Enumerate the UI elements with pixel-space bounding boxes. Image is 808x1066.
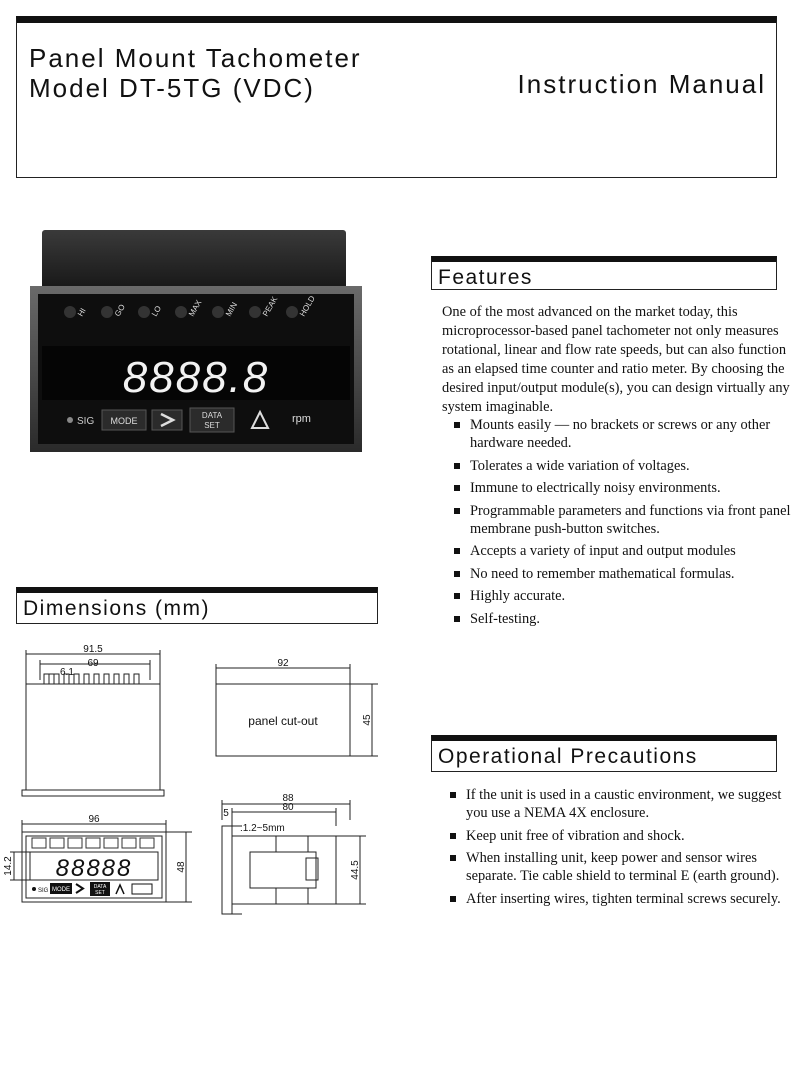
doc-type-title: Instruction Manual (517, 69, 766, 99)
list-item: Tolerates a wide variation of voltages. (450, 457, 795, 475)
list-item: After inserting wires, tighten terminal screws securely. (446, 890, 796, 908)
photo-unit-label: rpm (292, 413, 311, 425)
front-sig-label: SIG (38, 888, 49, 894)
dim-label: 5 (223, 808, 229, 819)
led-label: MIN (223, 300, 240, 318)
photo-data-label: DATA (201, 411, 223, 420)
precautions-heading (431, 735, 777, 772)
list-item: Keep unit free of vibration and shock. (446, 827, 796, 845)
dimensions-heading (16, 587, 378, 624)
title-line-1: Panel Mount Tachometer (29, 43, 362, 73)
list-item: If the unit is used in a caustic environment, we suggest you use a NEMA 4X enclosure. (446, 786, 796, 822)
list-item: Accepts a variety of input and output modules (450, 542, 795, 560)
photo-display: 8888.8 (122, 353, 270, 402)
precautions-list (446, 786, 796, 912)
list-item: Immune to electrically noisy environments. (450, 479, 795, 497)
list-item: When installing unit, keep power and sensor wires separate. Tie cable shield to terminal E (earth ground). (446, 849, 796, 885)
dim-label: 45 (362, 714, 373, 726)
dimensions-heading-text: Dimensions (mm) (23, 597, 211, 620)
front-shift-arrow-icon (76, 884, 83, 893)
dim-label: :1.2~5mm (240, 823, 285, 834)
dim-label: 88 (282, 793, 294, 804)
dim-label: 6.1 (60, 667, 74, 678)
front-led-row (32, 838, 154, 848)
dim-label: 69 (87, 658, 99, 669)
photo-sig-label: SIG (77, 416, 95, 427)
side-view-drawing (222, 800, 366, 914)
list-item: No need to remember mathematical formulas. (450, 565, 795, 583)
led-label: HI (75, 306, 88, 318)
dim-label: 92 (277, 658, 289, 669)
led-label: GO (112, 302, 127, 318)
dimensions-drawing (0, 640, 400, 920)
dim-label: 44.5 (350, 860, 361, 880)
product-photo (30, 228, 362, 454)
cutout-label: panel cut-out (248, 714, 318, 728)
led-label: LO (149, 304, 164, 318)
front-mode-button: MODE (52, 887, 70, 893)
features-list (450, 416, 795, 632)
led-label: HOLD (297, 294, 317, 318)
front-display: 88888 (55, 855, 133, 882)
dim-label: 96 (88, 814, 100, 825)
title-line-2: Model DT-5TG (VDC) (29, 73, 315, 103)
front-data-label: DATA (93, 884, 107, 890)
cutout-drawing (216, 664, 378, 756)
top-view-drawing (22, 650, 164, 796)
photo-mode-button: MODE (110, 416, 138, 426)
dim-label: 14.2 (3, 856, 14, 876)
photo-set-label: SET (204, 421, 220, 430)
dim-label: 91.5 (83, 644, 103, 655)
front-up-arrow-icon (116, 885, 124, 894)
front-set-label: SET (95, 890, 105, 896)
dim-label: 80 (282, 802, 294, 813)
led-label: PEAK (260, 295, 280, 318)
features-heading (431, 256, 777, 290)
dim-label: 48 (176, 861, 187, 873)
features-heading-text: Features (438, 266, 533, 289)
list-item: Highly accurate. (450, 587, 795, 605)
features-intro: One of the most advanced on the market today, this microprocessor-based panel tachometer not only measures rotational, linear and flow rate speeds, but can also function as an elapsed time counter and ratio meter. By choosing the desired input/output module(s), you can design virtually any system imaginable. (442, 304, 790, 415)
header-box (16, 16, 777, 178)
led-label: MAX (186, 298, 204, 318)
list-item: Self-testing. (450, 610, 795, 628)
precautions-heading-text: Operational Precautions (438, 745, 698, 768)
list-item: Programmable parameters and functions via front panel membrane push-button switches. (450, 502, 795, 538)
list-item: Mounts easily — no brackets or screws or any other hardware needed. (450, 416, 795, 452)
